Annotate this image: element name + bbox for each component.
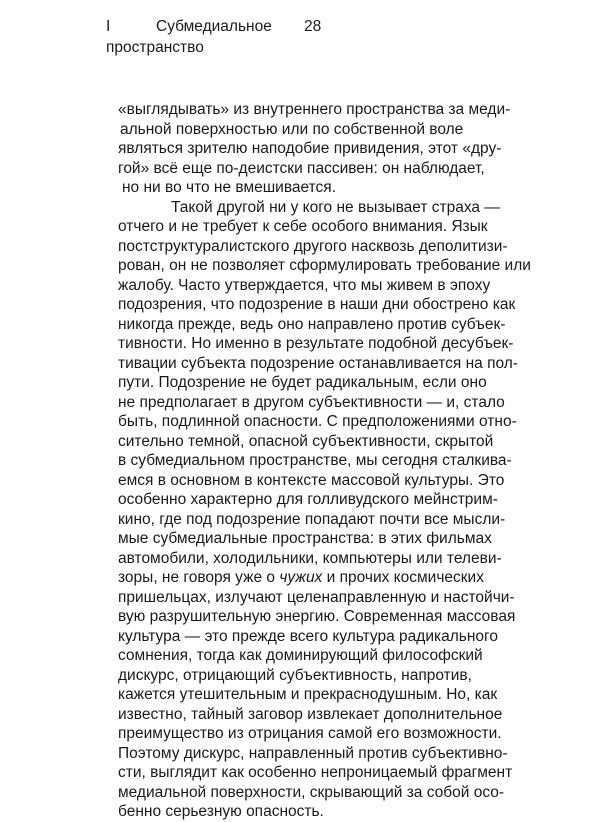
text-line: кино, где под подозрение попадают почти все мысли- <box>118 510 506 528</box>
text-line: в субмедиальном пространстве, мы сегодня сталкива- <box>118 452 512 469</box>
text-line: альной поверхностью или по собственной воле <box>120 120 464 138</box>
text-line: подозрения, что подозрение в наши дни обострено как <box>118 296 516 313</box>
text-line: тивации субъекта подозрение останавливается на пол- <box>118 354 518 372</box>
italic-word: чужих <box>279 569 323 586</box>
text-line: бенно серьезную опасность. <box>118 803 324 820</box>
text-line: Поэтому дискурс, направленный против субъективно- <box>118 744 508 762</box>
text-segment: зоры, не говоря уже о <box>118 569 276 586</box>
text-line: пришельцах, излучают целенаправленную и настойчи- <box>118 588 515 606</box>
text-line: преимущество из отрицания самой его возможности. <box>118 725 502 742</box>
text-line: особенно характерно для голливудского мейнстрим- <box>118 491 498 508</box>
text-line: сти, выглядит как особенно непроницаемый фрагмент <box>118 764 513 781</box>
text-line: сомнения, тогда как доминирующий философский <box>118 647 483 664</box>
text-line: «выглядывать» из внутреннего пространства за меди- <box>118 101 511 118</box>
text-line: постструктуралистского другого насквозь деполитизи- <box>118 237 508 255</box>
text-line: медиальной поверхности, скрывающий за собой осо- <box>118 783 505 801</box>
text-line: рован, он не позволяет сформулировать требование или <box>118 257 531 274</box>
text-line: пути. Подозрение не будет радикальным, если оно <box>118 374 487 391</box>
page-number: 28 <box>304 18 322 35</box>
text-line: отчего и не требует к себе особого внимания. Язык <box>118 218 488 235</box>
text-line: сительно темной, опасной субъективности, скрытой <box>118 432 494 450</box>
text-line-with-italic <box>118 568 531 588</box>
text-line: тивности. Но именно в результате подобной десубъек- <box>118 335 514 352</box>
text-line: но ни во что не вмешивается. <box>122 179 337 196</box>
text-line: гой» всё еще по-деистски пассивен: он наблюдает, <box>118 159 485 177</box>
header-title: Субмедиальное <box>156 18 272 35</box>
text-line: мые субмедиальные пространства: в этих фильмах <box>118 530 492 547</box>
body-text <box>118 100 531 822</box>
text-line: никогда прежде, ведь оно направлено против субъек- <box>118 315 506 333</box>
text-line: автомобили, холодильники, компьютеры или телеви- <box>118 549 502 567</box>
text-line: культура — это прежде всего культура радикального <box>118 627 498 645</box>
text-line: жалобу. Часто утверждается, что мы живем в эпоху <box>118 276 491 294</box>
text-line: емся в основном в контексте массовой культуры. Это <box>118 471 505 489</box>
header-separator: I <box>106 18 111 35</box>
text-segment: и прочих космических <box>326 569 484 586</box>
text-line: кажется утешительным и прекраснодушным. Но, как <box>118 686 498 703</box>
text-line: дискурс, отрицающий субъективность, напротив, <box>118 666 472 684</box>
text-line: известно, тайный заговор извлекает дополнительное <box>118 705 503 723</box>
text-line: не предполагает в другом субъективности — и, стало <box>118 393 505 411</box>
text-line: вую разрушительную энергию. Современная массовая <box>118 608 516 625</box>
paragraph-start: Такой другой ни у кого не вызывает страха — <box>171 198 500 216</box>
text-line: быть, подлинной опасности. С предположениями отно- <box>118 413 517 430</box>
header-title-line2: пространство <box>106 39 204 56</box>
text-line: являться зрителю наподобие привидения, этот «дру- <box>118 140 502 157</box>
